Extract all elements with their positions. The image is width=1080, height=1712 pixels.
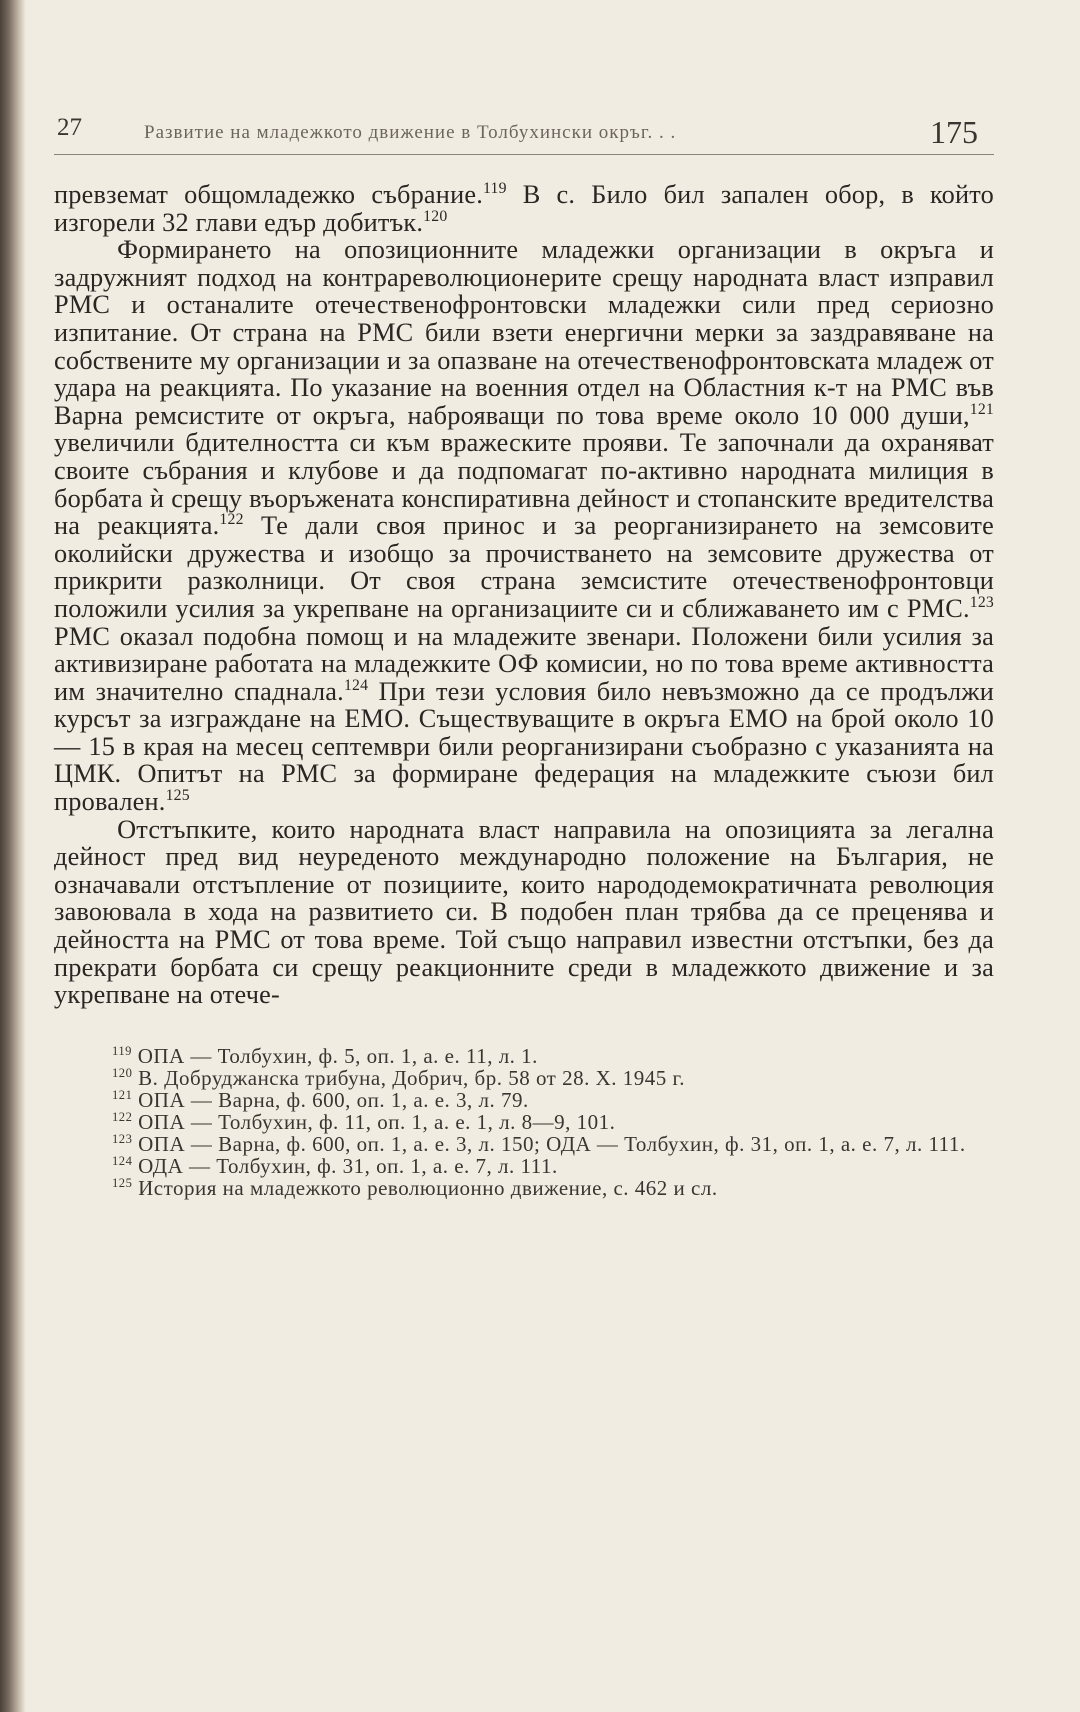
footnote-text: В. Добруджанска трибуна, Добрич, бр. 58 от 28. X. 1945 г.: [132, 1065, 686, 1090]
footnote-text: ОПА — Варна, ф. 600, оп. 1, а. е. 3, л. 150; ОДА — Толбухин, ф. 31, оп. 1, а. е. 7, л. 111.: [132, 1131, 966, 1156]
running-title: Развитие на младежкото движение в Толбухински окръг. . .: [144, 122, 677, 143]
footnote-number: 125: [112, 1175, 133, 1190]
paragraph-text: Те дали своя принос и за реорганизирането на земсовите околийски дружества и изобщо за прочистването на земсовите дружества от прикрити разколници. От своя страна земсистите отечественофронтовци положили усилия за укрепване на организациите си и сближаването им с РМС.: [54, 511, 994, 623]
footnote-number: 121: [112, 1087, 133, 1102]
footnote: [54, 1177, 994, 1199]
footnote: [54, 1155, 994, 1177]
paragraph-text: увеличили бдителността си към вражеските прояви. Те започнали да охраняват своите събрания и клубове и да подпомагат по-активно народната милиция в борбата ѝ срещу въоръжената конспиративна дейност и стопанските вредителства на реакцията.: [54, 428, 994, 541]
footnote-ref: 123: [969, 594, 994, 612]
paragraph: [54, 816, 994, 1009]
paragraph-text: При тези условия било невъзможно да се продължи курсът за изграждане на ЕМО. Съществуващите в окръга ЕМО на брой около 10 — 15 в края на месец септември били реорганизирани съобразно с указанията на ЦМК. Опитът на РМС за формиране федерация на младежките съюзи бил провален.: [54, 676, 994, 817]
footnote-ref: 121: [969, 400, 994, 418]
paragraph: [54, 236, 994, 815]
paragraph: [54, 181, 994, 236]
page-number: 175: [930, 114, 978, 150]
page-header: [54, 104, 994, 155]
footnote-number: 119: [112, 1043, 132, 1058]
footnote: [54, 1111, 994, 1133]
footnote-number: 123: [112, 1131, 133, 1146]
footnote-text: ОПА — Варна, ф. 600, оп. 1, а. е. 3, л. 79.: [132, 1087, 529, 1112]
footnote-number: 122: [112, 1109, 133, 1124]
footnote-ref: 122: [219, 511, 244, 529]
footnote-text: ОПА — Толбухин, ф. 11, оп. 1, а. е. 1, л. 8—9, 101.: [132, 1109, 616, 1134]
footnote-number: 120: [112, 1065, 133, 1080]
footnote-ref: 124: [343, 676, 369, 694]
footnote-number: 124: [112, 1153, 133, 1168]
footnote-ref: 125: [165, 787, 190, 805]
footnote-ref: 119: [483, 180, 507, 198]
footnotes: [54, 1045, 994, 1199]
footnote: [54, 1133, 994, 1155]
footnote-text: ОПА — Толбухин, ф. 5, оп. 1, а. е. 11, л. 1.: [131, 1043, 538, 1068]
footnote-ref: 120: [423, 207, 448, 225]
paragraph-text: Формирането на опозиционните младежки организации в окръга и задружният подход на контрареволюционерите срещу народната власт изправил РМС и останалите отечественофронтовски младежки сили пред сериозно изпитание. От страна на РМС били взети енергични мерки за заздравяване на собствените му организации и за опазване на отечественофронтовската младеж от удара на реакцията. По указание на военния отдел на Областния к-т на РМС във Варна ремсистите от окръга, наброяващи по това време около 10 000 души,: [54, 235, 994, 430]
footnote: [54, 1067, 994, 1089]
footnote: [54, 1045, 994, 1067]
footnote-text: История на младежкото революционно движение, с. 462 и сл.: [132, 1175, 718, 1200]
book-page: [54, 104, 994, 1199]
book-spine-shadow: [0, 0, 26, 1712]
footnote-text: ОДА — Толбухин, ф. 31, оп. 1, а. е. 7, л. 111.: [132, 1153, 558, 1178]
paragraph-text: превземат общомладежко събрание.: [54, 180, 483, 209]
volume-number: 27: [57, 114, 82, 141]
body-text: [54, 181, 994, 1009]
paragraph-text: Отстъпките, които народната власт направила на опозицията за легална дейност пред вид неуреденото международно положение на България, не означавали отстъпление от позициите, които народодемократичната революция завоювала в хода на развитието си. В подобен план трябва да се преценява и дейността на РМС от това време. Той също направил известни отстъпки, без да прекрати борбата си срещу реакционните среди в младежкото движение и за укрепване на отече-: [54, 814, 994, 1010]
footnote: [54, 1089, 994, 1111]
paragraph-text: В с. Било бил запален обор, в който изгорели 32 глави едър добитък.: [54, 180, 994, 237]
paragraph-text: РМС оказал подобна помощ и на младежите звенари. Положени били усилия за активизиране работата на младежките ОФ комисии, но по това време активността им значително спаднала.: [54, 621, 994, 706]
